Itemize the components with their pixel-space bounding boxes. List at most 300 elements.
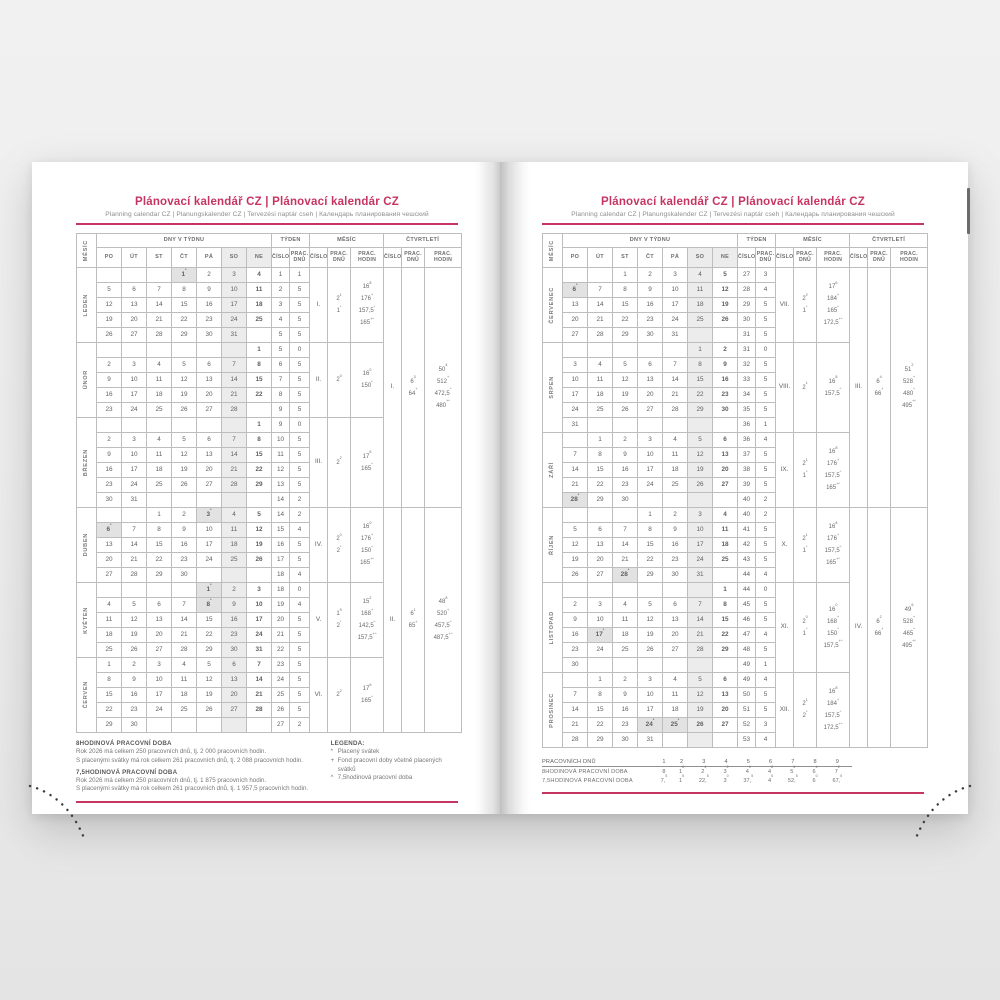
day-cell: 6 [663, 598, 688, 613]
day-header: SO [222, 248, 247, 268]
day-cell: 27 [122, 328, 147, 343]
week-number-cell: 14 [272, 508, 290, 523]
week-number-cell: 2 [272, 283, 290, 298]
day-cell: 5 [613, 358, 638, 373]
week-number-cell: 30 [738, 313, 756, 328]
day-cell: 14 [147, 298, 172, 313]
week-workdays-cell: 5 [290, 373, 310, 388]
week-number-cell: 6 [272, 358, 290, 373]
week-number-cell: 4 [272, 313, 290, 328]
day-cell: 16 [172, 538, 197, 553]
day-cell: 2 [97, 358, 122, 373]
month-hours-cell: $17^6$ 165^ [351, 418, 384, 508]
week-number-cell: 36 [738, 418, 756, 433]
month-label: KVĚTEN [77, 583, 97, 658]
day-cell: 13 [638, 373, 663, 388]
day-cell: 8* [197, 598, 222, 613]
day-cell: 22 [197, 628, 222, 643]
day-cell [588, 658, 613, 673]
week-workdays-cell: 2 [290, 493, 310, 508]
day-cell: 6 [222, 658, 247, 673]
week-number-cell: 51 [738, 703, 756, 718]
day-cell: 22 [97, 703, 122, 718]
day-cell: 15 [713, 613, 738, 628]
day-cell: 7 [613, 523, 638, 538]
week-workdays-cell: 5 [756, 538, 776, 553]
day-cell: 25 [147, 403, 172, 418]
week-number-cell: 27 [738, 268, 756, 283]
week-number-cell: 48 [738, 643, 756, 658]
day-cell: 22 [247, 463, 272, 478]
day-cell: 9 [638, 283, 663, 298]
day-cell: 28* [613, 568, 638, 583]
day-cell: 9 [97, 373, 122, 388]
day-cell [638, 493, 663, 508]
week-number-cell: 8 [272, 388, 290, 403]
month-workdays-cell: $2^2$ [328, 418, 351, 508]
month-number-cell: I. [310, 268, 328, 343]
month-hours-cell: $16^8$ 176+ 157,5^ 165+^ [351, 268, 384, 343]
day-cell: 15 [688, 373, 713, 388]
day-cell: 18 [222, 538, 247, 553]
day-cell: 23 [122, 703, 147, 718]
day-cell: 25* [663, 718, 688, 733]
day-cell: 5 [172, 433, 197, 448]
day-cell [122, 343, 147, 358]
day-cell: 13 [713, 688, 738, 703]
day-cell: 12 [713, 283, 738, 298]
day-cell: 22 [613, 313, 638, 328]
day-cell: 13 [122, 298, 147, 313]
week-workdays-cell: 4 [756, 433, 776, 448]
day-cell: 3 [588, 598, 613, 613]
day-cell [147, 343, 172, 358]
day-cell: 6 [588, 523, 613, 538]
day-cell: 5 [197, 658, 222, 673]
day-cell: 7 [247, 658, 272, 673]
week-workdays-cell: 5 [756, 523, 776, 538]
day-cell: 2 [713, 343, 738, 358]
week-number-cell: 44 [738, 583, 756, 598]
day-cell: 28 [663, 403, 688, 418]
day-cell: 15 [247, 373, 272, 388]
day-cell: 29 [197, 643, 222, 658]
day-cell: 18 [663, 463, 688, 478]
working-days-table [542, 757, 852, 785]
week-workdays-cell: 2 [756, 493, 776, 508]
planner-spread [32, 162, 968, 814]
day-cell: 14 [688, 613, 713, 628]
day-cell: 1 [247, 418, 272, 433]
worktable-label: 7,5HODINOVÁ PRACOVNÍ DOBA [542, 777, 633, 784]
week-number-cell: 36 [738, 433, 756, 448]
quarter-number-cell: I. [384, 268, 402, 508]
days-of-week-header: DNY V TÝDNU [97, 234, 272, 248]
month-workdays-cell: $2^1$ 1* [328, 268, 351, 343]
week-workdays-cell: 5 [290, 388, 310, 403]
day-cell: 14 [663, 373, 688, 388]
week-workdays-cell: 0 [290, 343, 310, 358]
day-cell [222, 718, 247, 733]
week-number-cell: 15 [272, 523, 290, 538]
day-cell [638, 658, 663, 673]
day-header: NE [713, 248, 738, 268]
week-workdays-cell: 5 [290, 628, 310, 643]
day-cell: 1* [172, 268, 197, 283]
day-cell: 19 [247, 538, 272, 553]
day-cell: 29 [638, 568, 663, 583]
legend-title: LEGENDA: [330, 740, 365, 747]
week-workdays-cell: 5 [756, 373, 776, 388]
day-cell: 27 [97, 568, 122, 583]
day-cell [122, 418, 147, 433]
day-cell: 21 [663, 388, 688, 403]
day-cell [197, 718, 222, 733]
column-header: PRAC. DNŮ [794, 248, 817, 268]
day-cell: 4 [688, 268, 713, 283]
day-cell: 3* [197, 508, 222, 523]
week-row [543, 508, 928, 523]
day-cell: 19 [122, 628, 147, 643]
day-cell: 25 [147, 478, 172, 493]
worktable-value: $3^2$ [723, 765, 729, 775]
day-cell [563, 268, 588, 283]
day-cell: 15 [588, 463, 613, 478]
day-cell: 26 [688, 718, 713, 733]
worktable-value: 6 [763, 757, 778, 767]
quarter-group-header: ČTVRTLETÍ [850, 234, 928, 248]
day-cell: 4 [713, 508, 738, 523]
month-hours-cell: $16^8$ 157,5^ [817, 343, 850, 433]
day-cell: 25 [588, 403, 613, 418]
day-cell: 7 [588, 283, 613, 298]
week-workdays-cell: 5 [290, 313, 310, 328]
day-cell: 7 [563, 688, 588, 703]
worktable-value: 2 [674, 757, 689, 767]
day-cell: 8 [97, 673, 122, 688]
day-cell [613, 508, 638, 523]
day-cell: 23 [563, 643, 588, 658]
week-number-cell: 23 [272, 658, 290, 673]
day-cell: 23 [97, 478, 122, 493]
day-cell: 9 [222, 598, 247, 613]
day-cell: 6* [97, 523, 122, 538]
worktable-value: 1 [654, 757, 674, 767]
day-cell [663, 583, 688, 598]
day-cell [222, 493, 247, 508]
day-cell: 19 [172, 463, 197, 478]
quarter-workdays-cell: $6^4$ 66+ [868, 268, 891, 508]
day-cell: 24 [663, 313, 688, 328]
month-number-cell: X. [776, 508, 794, 583]
day-cell [97, 268, 122, 283]
day-cell: 23 [613, 478, 638, 493]
days-of-week-header: DNY V TÝDNU [563, 234, 738, 248]
day-cell: 10 [638, 448, 663, 463]
quarter-number-cell: II. [384, 508, 402, 733]
worktable-value: 9 [823, 757, 852, 767]
quarter-hours-cell: $51^2$ 528+ 480^ 495+^ [891, 268, 928, 508]
month-number-cell: VII. [776, 268, 794, 343]
day-header: PO [563, 248, 588, 268]
day-cell: 29 [588, 493, 613, 508]
day-cell: 26 [688, 478, 713, 493]
month-label: DUBEN [77, 508, 97, 583]
day-cell: 14 [563, 463, 588, 478]
day-cell [172, 343, 197, 358]
day-cell [247, 328, 272, 343]
worktable-value: $2^4$ [701, 765, 707, 775]
week-workdays-cell: 5 [290, 658, 310, 673]
day-cell: 11 [147, 373, 172, 388]
month-workdays-cell: $2^0$ 2* [328, 508, 351, 583]
day-cell: 12 [172, 373, 197, 388]
day-cell: 24 [638, 478, 663, 493]
week-workdays-cell: 3 [756, 718, 776, 733]
month-number-cell: II. [310, 343, 328, 418]
week-workdays-cell: 5 [290, 433, 310, 448]
day-cell: 4 [97, 598, 122, 613]
notes-8h-line2: S placenými svátky má rok celkem 261 pracovních dnů, tj. 2 088 pracovních hodin. [76, 756, 303, 764]
day-cell: 20 [713, 703, 738, 718]
worktable-value: $5^6$ [790, 765, 796, 775]
day-cell: 16 [713, 373, 738, 388]
day-cell [172, 418, 197, 433]
day-cell: 18 [588, 388, 613, 403]
day-cell: 8 [247, 358, 272, 373]
day-cell: 13 [222, 673, 247, 688]
day-cell: 29 [97, 718, 122, 733]
day-cell [197, 418, 222, 433]
day-cell: 15 [197, 613, 222, 628]
week-workdays-cell: 0 [756, 343, 776, 358]
month-workdays-cell: $2^1$ 1* [794, 508, 817, 583]
column-header: PRAC. DNŮ [756, 248, 776, 268]
day-cell: 11 [663, 688, 688, 703]
worktable-value: $7^2$ [834, 765, 840, 775]
day-cell: 17 [663, 298, 688, 313]
day-cell: 7 [688, 598, 713, 613]
day-cell: 27 [197, 403, 222, 418]
day-cell [713, 493, 738, 508]
notes-75h-line2: S placenými svátky má rok celkem 261 pracovních dnů, tj. 1 957,5 pracovních hodin. [76, 785, 309, 793]
day-cell [688, 418, 713, 433]
day-cell: 13 [97, 538, 122, 553]
day-cell [663, 733, 688, 748]
month-label: LEDEN [77, 268, 97, 343]
day-header: ÚT [122, 248, 147, 268]
month-label: PROSINEC [543, 673, 563, 748]
day-cell: 24 [122, 403, 147, 418]
day-cell [588, 508, 613, 523]
day-cell: 24 [588, 643, 613, 658]
month-workdays-cell: $1^9$ 2* [328, 583, 351, 658]
week-workdays-cell: 1 [756, 418, 776, 433]
day-cell: 16 [613, 703, 638, 718]
day-cell: 23 [663, 553, 688, 568]
day-cell: 15 [588, 703, 613, 718]
day-cell: 22 [247, 388, 272, 403]
day-cell: 5 [122, 598, 147, 613]
month-hours-cell: $16^8$ 176+ 157,5^ 165+^ [817, 433, 850, 508]
day-cell: 3 [663, 268, 688, 283]
day-cell: 23 [97, 403, 122, 418]
day-cell [588, 583, 613, 598]
day-cell: 25 [97, 643, 122, 658]
day-cell: 26 [613, 403, 638, 418]
day-cell: 28 [172, 643, 197, 658]
day-cell: 19 [688, 463, 713, 478]
day-cell [638, 583, 663, 598]
day-cell: 8 [588, 448, 613, 463]
day-cell: 2 [97, 433, 122, 448]
day-cell: 23 [638, 313, 663, 328]
column-header: ČÍSLO [738, 248, 756, 268]
day-header: ST [147, 248, 172, 268]
day-cell: 19 [197, 688, 222, 703]
day-cell: 18 [97, 628, 122, 643]
day-cell: 17 [122, 463, 147, 478]
day-cell: 8 [638, 523, 663, 538]
day-cell [663, 493, 688, 508]
hours-75h-row [542, 776, 852, 785]
day-cell: 25 [222, 553, 247, 568]
day-cell: 22 [147, 553, 172, 568]
day-cell: 14 [122, 538, 147, 553]
week-number-cell: 9 [272, 403, 290, 418]
day-cell: 4 [147, 433, 172, 448]
day-cell: 7 [147, 283, 172, 298]
day-cell: 26 [638, 643, 663, 658]
day-cell: 17 [147, 688, 172, 703]
day-cell: 1 [97, 658, 122, 673]
day-cell: 6* [563, 283, 588, 298]
month-number-cell: IV. [310, 508, 328, 583]
day-cell: 18 [247, 298, 272, 313]
column-header: ČÍSLO [776, 248, 794, 268]
quarter-hours-cell: $50^4$ 512+ 472,5^ 480+^ [425, 268, 462, 508]
day-cell: 11 [222, 523, 247, 538]
month-label: ÚNOR [77, 343, 97, 418]
month-number-cell: V. [310, 583, 328, 658]
month-workdays-cell: $2^1$ [794, 343, 817, 433]
week-number-cell: 10 [272, 433, 290, 448]
day-cell: 5 [247, 508, 272, 523]
day-cell [563, 583, 588, 598]
day-cell [563, 673, 588, 688]
day-cell: 10 [563, 373, 588, 388]
week-workdays-cell: 0 [290, 583, 310, 598]
day-cell: 30 [197, 328, 222, 343]
day-cell: 22 [688, 388, 713, 403]
day-cell: 27 [222, 703, 247, 718]
day-cell: 29 [247, 478, 272, 493]
day-cell: 2 [172, 508, 197, 523]
week-number-cell: 3 [272, 298, 290, 313]
day-header: ČT [638, 248, 663, 268]
column-header: ČÍSLO [384, 248, 402, 268]
week-workdays-cell: 3 [756, 268, 776, 283]
day-cell: 1* [197, 583, 222, 598]
day-cell [97, 418, 122, 433]
day-cell: 16 [222, 613, 247, 628]
day-cell [222, 418, 247, 433]
week-workdays-cell: 4 [290, 523, 310, 538]
day-cell: 2 [222, 583, 247, 598]
day-cell: 3 [638, 433, 663, 448]
worktable-label: 8HODINOVÁ PRACOVNÍ DOBA [542, 768, 628, 775]
day-cell: 24 [197, 553, 222, 568]
day-cell: 4 [588, 358, 613, 373]
week-workdays-cell: 5 [290, 463, 310, 478]
day-cell: 17 [638, 463, 663, 478]
day-cell: 6 [197, 433, 222, 448]
day-cell: 3 [122, 358, 147, 373]
day-cell: 28 [222, 478, 247, 493]
day-cell [663, 343, 688, 358]
day-cell: 12 [97, 298, 122, 313]
day-cell: 19 [563, 553, 588, 568]
day-header: ST [613, 248, 638, 268]
column-header: PRAC. DNŮ [868, 248, 891, 268]
day-cell: 15 [613, 298, 638, 313]
month-column-header: MĚSÍC [77, 234, 97, 268]
day-cell: 7 [563, 448, 588, 463]
day-cell: 21 [172, 628, 197, 643]
quarter-workdays-cell: $6^2$ 66+ [868, 508, 891, 748]
day-cell: 21 [588, 313, 613, 328]
day-cell: 31 [688, 568, 713, 583]
day-cell: 29 [172, 328, 197, 343]
week-workdays-cell: 5 [290, 298, 310, 313]
day-cell: 16 [613, 463, 638, 478]
day-cell: 20 [563, 313, 588, 328]
week-workdays-cell: 5 [756, 328, 776, 343]
day-cell: 16 [663, 538, 688, 553]
workdays-count-row [542, 757, 852, 767]
week-workdays-cell: 5 [756, 613, 776, 628]
worktable-value: $1^5$ [678, 774, 685, 784]
day-cell: 9 [713, 358, 738, 373]
day-cell: 3 [638, 673, 663, 688]
day-cell: 10 [222, 283, 247, 298]
week-workdays-cell: 5 [756, 478, 776, 493]
worktable-label: PRACOVNÍCH DNŮ [542, 757, 654, 767]
week-number-cell: 22 [272, 643, 290, 658]
column-header: ČÍSLO [272, 248, 290, 268]
day-cell [563, 508, 588, 523]
day-cell: 7 [222, 358, 247, 373]
month-hours-cell: $16^8$ 184+ 157,5^ 172,5+^ [817, 673, 850, 748]
day-cell: 24* [638, 718, 663, 733]
worktable-value: $3^0$ [723, 774, 729, 784]
day-cell: 28 [147, 328, 172, 343]
day-cell [247, 718, 272, 733]
day-cell: 17* [588, 628, 613, 643]
week-workdays-cell: 5 [290, 703, 310, 718]
day-cell: 11 [147, 448, 172, 463]
day-cell [713, 328, 738, 343]
week-number-cell: 26 [272, 703, 290, 718]
day-cell: 1 [247, 343, 272, 358]
day-cell: 8 [588, 688, 613, 703]
month-workdays-cell: $2^1$ 2* [794, 673, 817, 748]
day-cell: 7 [663, 358, 688, 373]
month-workdays-cell: $2^2$ [328, 658, 351, 733]
day-cell [147, 493, 172, 508]
week-number-cell: 12 [272, 463, 290, 478]
day-cell: 9 [197, 283, 222, 298]
